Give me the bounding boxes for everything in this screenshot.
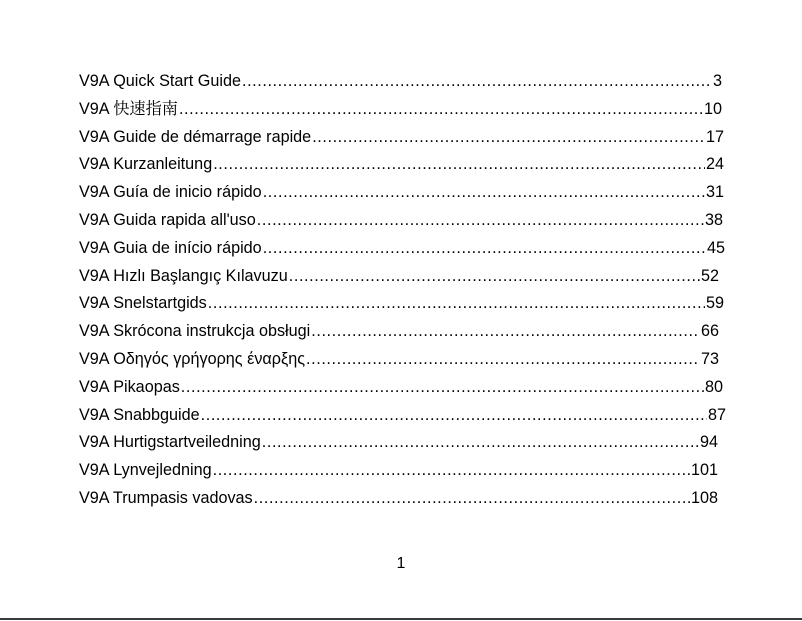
- dot-leader: [263, 237, 706, 259]
- dot-leader: [289, 265, 700, 287]
- toc-entry-page-number: 31: [705, 183, 724, 202]
- toc-entry[interactable]: [79, 431, 718, 453]
- toc-entry[interactable]: [79, 181, 724, 203]
- dot-leader: [213, 459, 690, 481]
- toc-entry-page-number: 59: [705, 294, 724, 313]
- dot-leader: [257, 209, 704, 231]
- toc-entry-page-number: 52: [700, 266, 719, 285]
- dot-leader: [263, 181, 705, 203]
- toc-entry-page-number: 80: [704, 377, 723, 396]
- toc-entry-title: V9A Guida rapida all'uso: [79, 211, 256, 229]
- toc-entry-title: V9A Lynvejledning: [79, 461, 212, 480]
- dot-leader: [201, 404, 707, 426]
- toc-entry[interactable]: [79, 459, 718, 481]
- toc-entry-title: V9A Pikaopas: [79, 377, 180, 396]
- toc-entry[interactable]: [79, 348, 719, 370]
- toc-entry[interactable]: [79, 292, 724, 314]
- toc-entry[interactable]: [79, 237, 725, 259]
- toc-entry-title: V9A Trumpasis vadovas: [79, 489, 253, 507]
- toc-entry-title: V9A Guía de inicio rápido: [79, 183, 262, 202]
- toc-entry-page-number: 3: [712, 72, 722, 90]
- toc-entry-title: V9A 快速指南: [79, 99, 178, 118]
- toc-entry-title: V9A Hızlı Başlangıç Kılavuzu: [79, 266, 288, 285]
- toc-entry-page-number: 10: [703, 99, 722, 118]
- toc-entry-page-number: 94: [699, 433, 718, 452]
- toc-entry[interactable]: [79, 126, 724, 148]
- dot-leader: [306, 348, 700, 370]
- dot-leader: [213, 153, 705, 175]
- dot-leader: [254, 487, 690, 509]
- toc-entry[interactable]: [79, 98, 722, 120]
- toc-entry-title: V9A Kurzanleitung: [79, 155, 213, 174]
- toc-entry[interactable]: [79, 70, 722, 92]
- toc-entry-title: V9A Snabbguide: [79, 405, 200, 424]
- toc-entry-title: V9A Οδηγός γρήγορης έναρξης: [79, 350, 306, 368]
- toc-entry[interactable]: [79, 153, 724, 175]
- toc-entry-page-number: 17: [705, 127, 724, 146]
- toc-entry-title: V9A Guia de início rápido: [79, 238, 262, 257]
- toc-entry[interactable]: [79, 487, 718, 509]
- dot-leader: [312, 126, 705, 148]
- dot-leader: [179, 98, 703, 120]
- toc-entry-page-number: 66: [700, 322, 719, 341]
- dot-leader: [208, 292, 705, 314]
- toc-entry-page-number: 87: [707, 405, 726, 424]
- toc-entry-title: V9A Quick Start Guide: [79, 72, 241, 90]
- toc-entry-page-number: 24: [705, 155, 724, 174]
- toc-entry-page-number: 108: [690, 489, 718, 507]
- toc-entry[interactable]: [79, 376, 723, 398]
- page-bottom-edge: [0, 618, 802, 620]
- toc-entry-title: V9A Snelstartgids: [79, 294, 207, 313]
- toc-entry-title: V9A Hurtigstartveiledning: [79, 433, 261, 452]
- toc-entry-title: V9A Skrócona instrukcja obsługi: [79, 322, 311, 341]
- toc-entry-page-number: 45: [706, 238, 725, 257]
- toc-entry[interactable]: [79, 404, 726, 426]
- dot-leader: [181, 376, 704, 398]
- toc-entry-page-number: 38: [704, 211, 723, 229]
- toc-entry[interactable]: [79, 209, 723, 231]
- dot-leader: [311, 320, 700, 342]
- dot-leader: [262, 431, 699, 453]
- toc-entry-page-number: 101: [690, 461, 718, 480]
- dot-leader: [242, 70, 712, 92]
- toc-entry-page-number: 73: [700, 350, 719, 368]
- page-number: 1: [396, 555, 406, 572]
- toc-entry[interactable]: [79, 320, 719, 342]
- toc-entry-title: V9A Guide de démarrage rapide: [79, 127, 312, 146]
- toc-entry[interactable]: [79, 265, 719, 287]
